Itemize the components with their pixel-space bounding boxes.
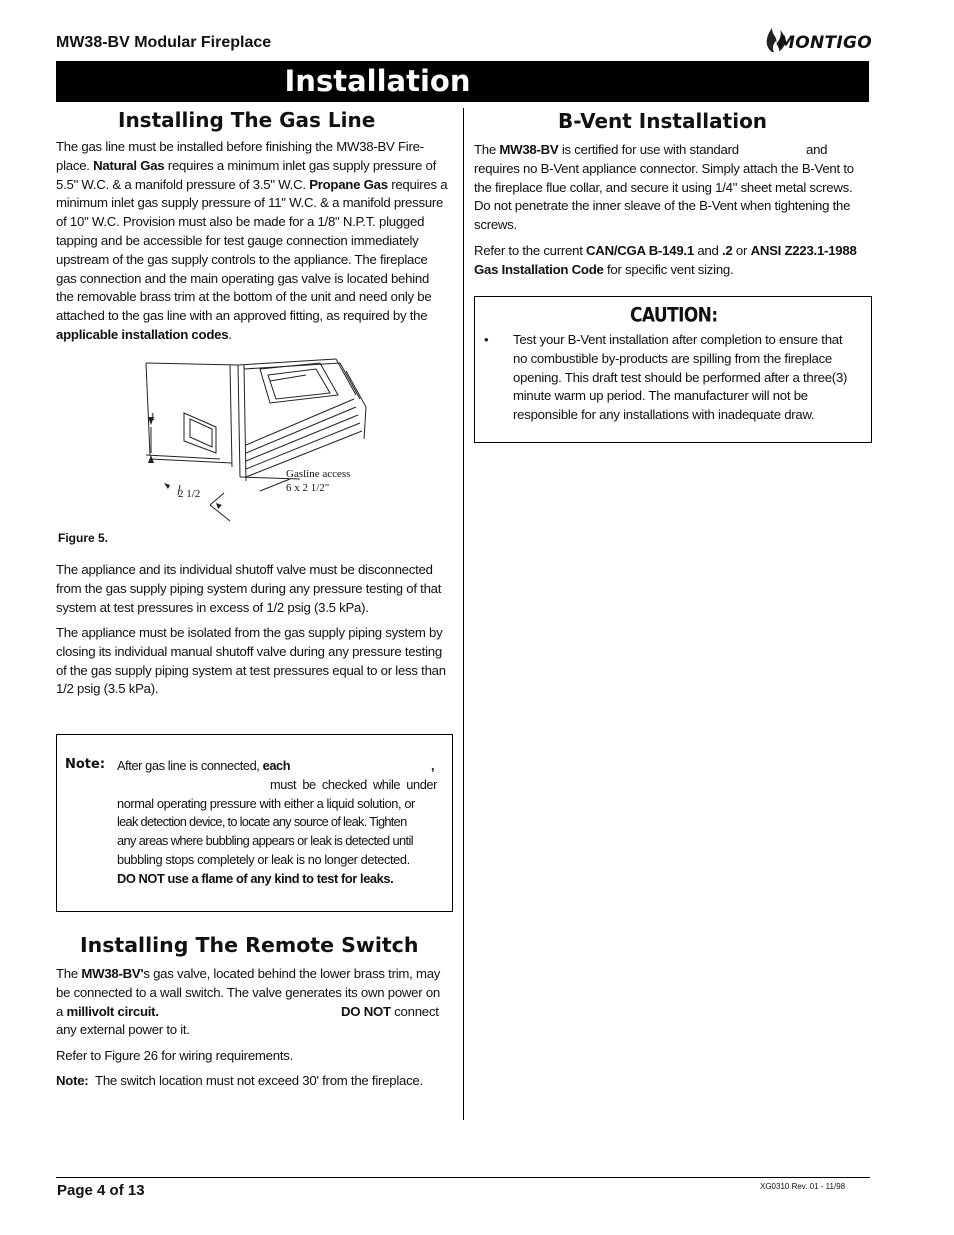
note-line: After gas line is connected, xyxy=(117,758,263,773)
text-run: The gas line must be installed before finishing the MW38-BV Fire- xyxy=(56,139,424,154)
paragraph-line: The appliance and its individual shutoff valve must be disconnected xyxy=(56,562,433,577)
paragraph-line: of the gas supply piping system at test pressures equal to or less than xyxy=(56,662,446,678)
figure-gasline-access-size: 6 x 2 1/2" xyxy=(286,482,330,494)
caution-title: CAUTION: xyxy=(630,304,718,327)
paragraph-line: 1/2 psig (3.5 kPa). xyxy=(56,681,159,697)
paragraph-line: any external power to it. xyxy=(56,1022,190,1038)
leak-test-note-text xyxy=(117,757,439,889)
paragraph-line: be connected to a wall switch. The valve generates its own power on xyxy=(56,984,440,1000)
note-text: The switch location must not exceed 30' from the fireplace. xyxy=(95,1073,423,1088)
model-name: MW38-BV xyxy=(499,142,559,157)
text-run: the removable brass trim at the bottom of the unit and need only be xyxy=(56,289,432,305)
text-run: gas connection and the main operating gas valve is located behind xyxy=(56,270,430,286)
gas-line-paragraph xyxy=(56,138,456,345)
model-name: MW38-BV' xyxy=(81,966,144,981)
note-comma: , xyxy=(431,758,435,773)
text-run: requires a xyxy=(387,176,448,192)
text-run: The xyxy=(474,142,500,157)
vent-code-reference xyxy=(474,242,872,280)
paragraph-line xyxy=(56,213,456,232)
caution-line: Test your B-Vent installation after completion to ensure that xyxy=(513,332,843,347)
remote-switch-heading: Installing The Remote Switch xyxy=(80,933,419,957)
text-run: The xyxy=(56,966,82,981)
code-name: Gas Installation Code xyxy=(474,261,604,277)
note-warning: DO NOT use a flame of any kind to test for leaks. xyxy=(117,870,394,886)
note-line: must be checked while under xyxy=(270,776,437,792)
text-run: tapping and be accessible for test gauge connection immediately xyxy=(56,232,419,248)
caution-line: no combustible by-products are spilling from the fireplace xyxy=(513,350,833,366)
column-divider xyxy=(463,108,464,1120)
paragraph-line: Do not penetrate the inner sleave of the B-Vent when tightening the xyxy=(474,198,851,214)
note-bold-each: each xyxy=(262,758,291,773)
text-run: and xyxy=(806,142,828,157)
paragraph-line xyxy=(56,138,456,157)
text-run: for specific vent sizing. xyxy=(603,261,734,277)
paragraph-line: screws. xyxy=(474,217,517,233)
text-run: Refer to the current xyxy=(474,243,587,258)
caution-line: responsible for any installations with inadequate draw. xyxy=(513,407,815,423)
paragraph-line: from the gas supply piping system during any pressure testing of that xyxy=(56,580,442,596)
do-not-warning: DO NOT xyxy=(341,1003,391,1019)
wiring-reference: Refer to Figure 26 for wiring requirements. xyxy=(56,1048,293,1063)
remote-switch-paragraph xyxy=(56,965,456,1040)
shutoff-disconnect-paragraph xyxy=(56,561,456,617)
bvent-paragraph xyxy=(474,141,872,235)
paragraph-line: the fireplace flue collar, and secure it using 1/4" sheet metal screws. xyxy=(474,179,853,195)
paragraph-line xyxy=(56,288,456,307)
paragraph-line xyxy=(56,251,456,270)
paragraph-line xyxy=(56,232,456,251)
shutoff-isolate-paragraph xyxy=(56,624,456,699)
paragraph-line xyxy=(56,157,456,176)
paragraph-line: closing its individual manual shutoff valve during any pressure testing xyxy=(56,643,442,659)
code-name: .2 xyxy=(722,243,733,258)
paragraph-line xyxy=(56,307,456,326)
text-run: a xyxy=(56,1003,67,1019)
figure-5-caption: Figure 5. xyxy=(58,531,109,545)
paragraph-line xyxy=(56,194,456,213)
caution-line: opening. This draft test should be performed after a three(3) xyxy=(513,369,848,385)
bold-term: Natural Gas xyxy=(93,157,165,173)
banner-title: Installation xyxy=(284,64,471,98)
document-code: XG0310 Rev. 01 - 11/98 xyxy=(760,1182,846,1191)
text-run: . xyxy=(228,326,232,342)
text-run: is certified for use with standard xyxy=(558,142,739,157)
code-name: ANSI Z223.1-1988 xyxy=(750,243,857,258)
text-run: attached to the gas line with an approved fitting, as required by the xyxy=(56,308,428,324)
note-line: leak detection device, to locate any source of leak. Tighten xyxy=(117,814,407,830)
bvent-heading: B-Vent Installation xyxy=(558,109,768,133)
text-run: minimum inlet gas supply pressure of 11" W.C. & a manifold pressure xyxy=(56,195,444,211)
note-label: Note: xyxy=(56,1073,89,1088)
note-line: any areas where bubbling appears or leak is detected until xyxy=(117,833,413,849)
text-run: requires a minimum inlet gas supply pressure of xyxy=(164,157,437,173)
paragraph-line xyxy=(56,176,456,195)
paragraph-line: requires no B-Vent appliance connector. Simply attach the B-Vent to xyxy=(474,160,854,176)
paragraph-line: The appliance must be isolated from the gas supply piping system by xyxy=(56,625,443,640)
text-run: 5.5" W.C. & a manifold pressure of 3.5" W.C. xyxy=(56,176,310,192)
text-run: place. xyxy=(56,157,94,173)
text-run: and xyxy=(693,243,723,258)
text-run: or xyxy=(732,243,751,258)
text-run: connect xyxy=(390,1003,439,1019)
page-number: Page 4 of 13 xyxy=(57,1182,145,1199)
text-run: upstream of the gas supply controls to the appliance. The fireplace xyxy=(56,251,428,267)
paragraph-line: system at test pressures in excess of 1/2 psig (3.5 kPa). xyxy=(56,599,369,615)
montigo-logo xyxy=(760,24,875,54)
bold-term: applicable installation codes xyxy=(56,326,229,342)
caution-text xyxy=(513,331,863,425)
section-banner xyxy=(56,61,869,102)
figure-dimension-2-1-2: 2 1/2 xyxy=(178,488,201,500)
logo-text: MONTIGO xyxy=(778,33,873,53)
figure-5-drawing xyxy=(120,355,420,525)
note-label: Note: xyxy=(65,757,106,772)
paragraph-line xyxy=(56,270,456,289)
text-run: of 10" W.C. Provision must also be made for a 1/8" N.P.T. plugged xyxy=(56,214,425,230)
text-run: s gas valve, located behind the lower brass trim, may xyxy=(143,966,441,981)
document-title: MW38-BV Modular Fireplace xyxy=(56,34,272,51)
code-name: CAN/CGA B-149.1 xyxy=(586,243,694,258)
switch-distance-note xyxy=(56,1072,423,1091)
millivolt-circuit: millivolt circuit. xyxy=(66,1003,159,1019)
bold-term: Propane Gas xyxy=(309,176,388,192)
caution-bullet: • xyxy=(484,332,489,347)
note-line: bubbling stops completely or leak is no longer detected. xyxy=(117,851,410,867)
figure-dimension-1: 1 xyxy=(150,411,156,423)
paragraph-line xyxy=(56,326,456,345)
gas-line-heading: Installing The Gas Line xyxy=(118,108,376,132)
note-line: normal operating pressure with either a liquid solution, or xyxy=(117,795,415,811)
figure-gasline-access-label: Gasline access xyxy=(286,468,351,480)
caution-line: minute warm up period. The manufacturer will not be xyxy=(513,388,808,404)
footer-rule xyxy=(56,1177,870,1178)
